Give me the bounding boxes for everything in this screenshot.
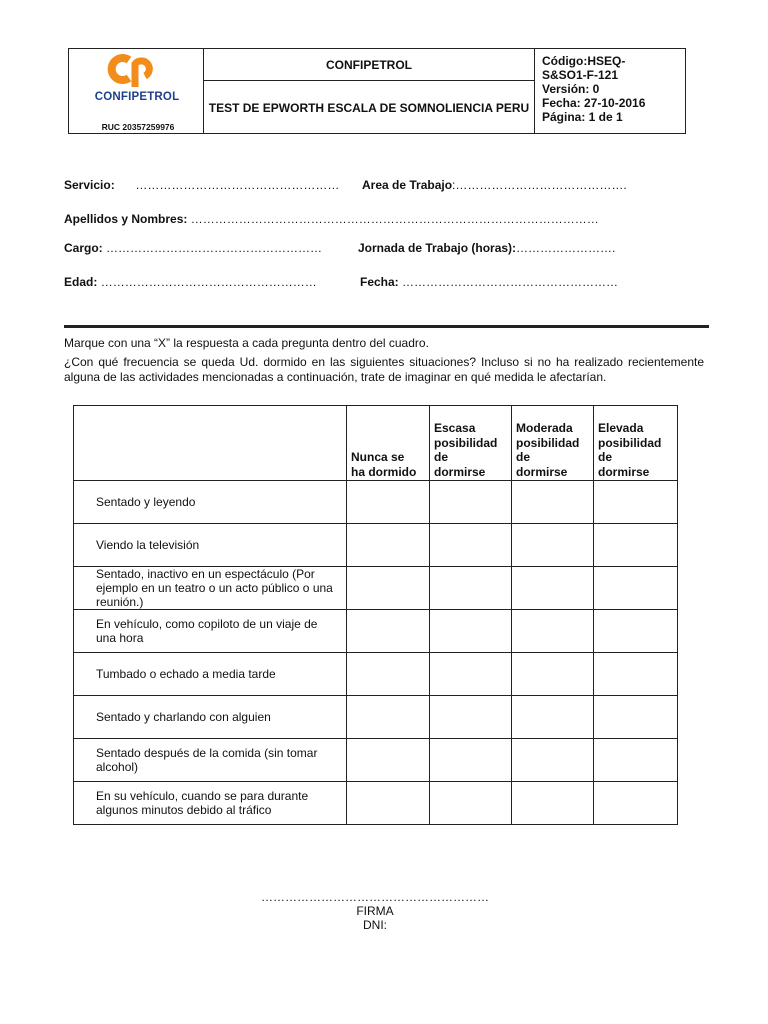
- edad-field[interactable]: [64, 275, 317, 289]
- logo-wordmark: CONFIPETROL: [94, 91, 180, 103]
- meta-line: Código:HSEQ-: [542, 54, 626, 68]
- header-line: Nunca se: [351, 450, 405, 464]
- answer-cell[interactable]: [512, 782, 594, 825]
- ruc-number: RUC 20357259976: [101, 122, 175, 132]
- situation-cell: Viendo la televisión: [74, 524, 347, 567]
- answer-cell[interactable]: [430, 782, 512, 825]
- meta-line: Fecha: 27-10-2016: [542, 96, 646, 110]
- signature-label: FIRMA: [356, 904, 394, 918]
- meta-line: Versión: 0: [542, 82, 600, 96]
- meta-line: Página: 1 de 1: [542, 110, 623, 124]
- answer-cell[interactable]: [430, 524, 512, 567]
- apellidos-dots: …………………………………………………………………………………………: [190, 212, 599, 226]
- area-dots: :…………………………………….: [452, 178, 627, 192]
- cargo-label: Cargo:: [64, 241, 103, 255]
- meta-line: S&SO1-F-121: [542, 68, 619, 82]
- fecha-label: Fecha:: [360, 275, 399, 289]
- answer-cell[interactable]: [594, 610, 678, 653]
- answer-cell[interactable]: [512, 567, 594, 610]
- answer-cell[interactable]: [594, 782, 678, 825]
- jornada-dots: …………………….: [516, 241, 616, 255]
- header-line: posibilidad: [598, 435, 662, 450]
- table-row: [74, 610, 678, 653]
- answer-cell[interactable]: [512, 524, 594, 567]
- instruction-question: ¿Con qué frecuencia se queda Ud. dormido en las siguientes situaciones? Incluso si no ha realizado recientemente alguna de las actividades mencionadas a continuación, trate de imaginar en qué medida le afectarían.: [64, 355, 704, 384]
- document-meta: [542, 54, 682, 124]
- table-row: [74, 782, 678, 825]
- area-label: Area de Trabajo: [362, 178, 453, 192]
- answer-cell[interactable]: [594, 653, 678, 696]
- jornada-field[interactable]: [358, 241, 615, 255]
- header-line: posibilidad: [516, 435, 580, 450]
- answer-cell[interactable]: [347, 782, 430, 825]
- situation-cell: Sentado y charlando con alguien: [74, 696, 347, 739]
- answer-cell[interactable]: [347, 610, 430, 653]
- answer-cell[interactable]: [594, 696, 678, 739]
- answer-cell[interactable]: [594, 739, 678, 782]
- header-line: dormirse: [598, 464, 650, 479]
- header-line: Moderada: [516, 421, 573, 435]
- dni-label: DNI:: [363, 918, 387, 932]
- instruction-mark: Marque con una “X” la respuesta a cada pregunta dentro del cuadro.: [64, 336, 429, 350]
- answer-cell[interactable]: [594, 481, 678, 524]
- table-row: [74, 567, 678, 610]
- situation-cell: Tumbado o echado a media tarde: [74, 653, 347, 696]
- cargo-dots: ………………………………………………: [106, 241, 323, 255]
- servicio-dots: ……………………………………………: [135, 178, 340, 192]
- servicio-label: Servicio:: [64, 178, 115, 192]
- answer-cell[interactable]: [347, 481, 430, 524]
- answer-cell[interactable]: [430, 481, 512, 524]
- answer-cell[interactable]: [347, 653, 430, 696]
- header-line: posibilidad: [434, 435, 498, 450]
- header-line: Escasa: [434, 421, 476, 435]
- edad-label: Edad:: [64, 275, 98, 289]
- table-row: [74, 524, 678, 567]
- answer-cell[interactable]: [430, 610, 512, 653]
- header-line: de: [516, 450, 531, 464]
- answer-cell[interactable]: [512, 696, 594, 739]
- area-field[interactable]: [362, 178, 627, 192]
- answer-cell[interactable]: [512, 481, 594, 524]
- answer-cell[interactable]: [430, 739, 512, 782]
- header-moderada: [512, 406, 594, 481]
- company-name: CONFIPETROL: [326, 57, 412, 72]
- table-row: [74, 481, 678, 524]
- header-line: de: [598, 450, 613, 464]
- situation-cell: En su vehículo, cuando se para durante algunos minutos debido al tráfico: [74, 782, 347, 825]
- answer-cell[interactable]: [430, 567, 512, 610]
- answer-cell[interactable]: [430, 653, 512, 696]
- confipetrol-logo-icon: [69, 49, 203, 93]
- fecha-dots: ………………………………………………: [402, 275, 619, 289]
- answer-cell[interactable]: [594, 524, 678, 567]
- form-title: TEST DE EPWORTH ESCALA DE SOMNOLIENCIA PERU: [208, 100, 530, 115]
- company-logo: [69, 49, 203, 135]
- signature-line[interactable]: …………………………………………………: [261, 890, 489, 904]
- header-line: ha dormido: [351, 464, 417, 479]
- header-line: Elevada: [598, 421, 644, 435]
- answer-cell[interactable]: [347, 524, 430, 567]
- header-escasa: [430, 406, 512, 481]
- epworth-table: [73, 405, 678, 825]
- document-header: [68, 48, 686, 134]
- situation-cell: Sentado después de la comida (sin tomar alcohol): [74, 739, 347, 782]
- jornada-label: Jornada de Trabajo (horas):: [358, 241, 517, 255]
- servicio-field[interactable]: [64, 178, 339, 192]
- table-row: [74, 739, 678, 782]
- fecha-field[interactable]: [360, 275, 618, 289]
- answer-cell[interactable]: [347, 739, 430, 782]
- answer-cell[interactable]: [512, 610, 594, 653]
- table-row: [74, 653, 678, 696]
- situation-cell: En vehículo, como copiloto de un viaje de una hora: [74, 610, 347, 653]
- answer-cell[interactable]: [594, 567, 678, 610]
- header-elevada: [594, 406, 678, 481]
- header-divider: [534, 49, 535, 133]
- answer-cell[interactable]: [430, 696, 512, 739]
- situation-cell: Sentado y leyendo: [74, 481, 347, 524]
- table-row: [74, 696, 678, 739]
- edad-dots: ………………………………………………: [100, 275, 317, 289]
- cargo-field[interactable]: [64, 241, 322, 255]
- answer-cell[interactable]: [512, 653, 594, 696]
- header-situation: [74, 406, 347, 481]
- header-line: dormirse: [516, 464, 568, 479]
- section-divider: [64, 325, 709, 328]
- header-line: de: [434, 450, 449, 464]
- header-line: dormirse: [434, 464, 486, 479]
- table-header-row: [74, 406, 678, 481]
- situation-cell: Sentado, inactivo en un espectáculo (Por ejemplo en un teatro o un acto público o una reunión.): [74, 567, 347, 610]
- header-nunca: [347, 406, 430, 481]
- answer-cell[interactable]: [347, 696, 430, 739]
- apellidos-field[interactable]: [64, 212, 599, 226]
- answer-cell[interactable]: [347, 567, 430, 610]
- apellidos-label: Apellidos y Nombres:: [64, 212, 188, 226]
- answer-cell[interactable]: [512, 739, 594, 782]
